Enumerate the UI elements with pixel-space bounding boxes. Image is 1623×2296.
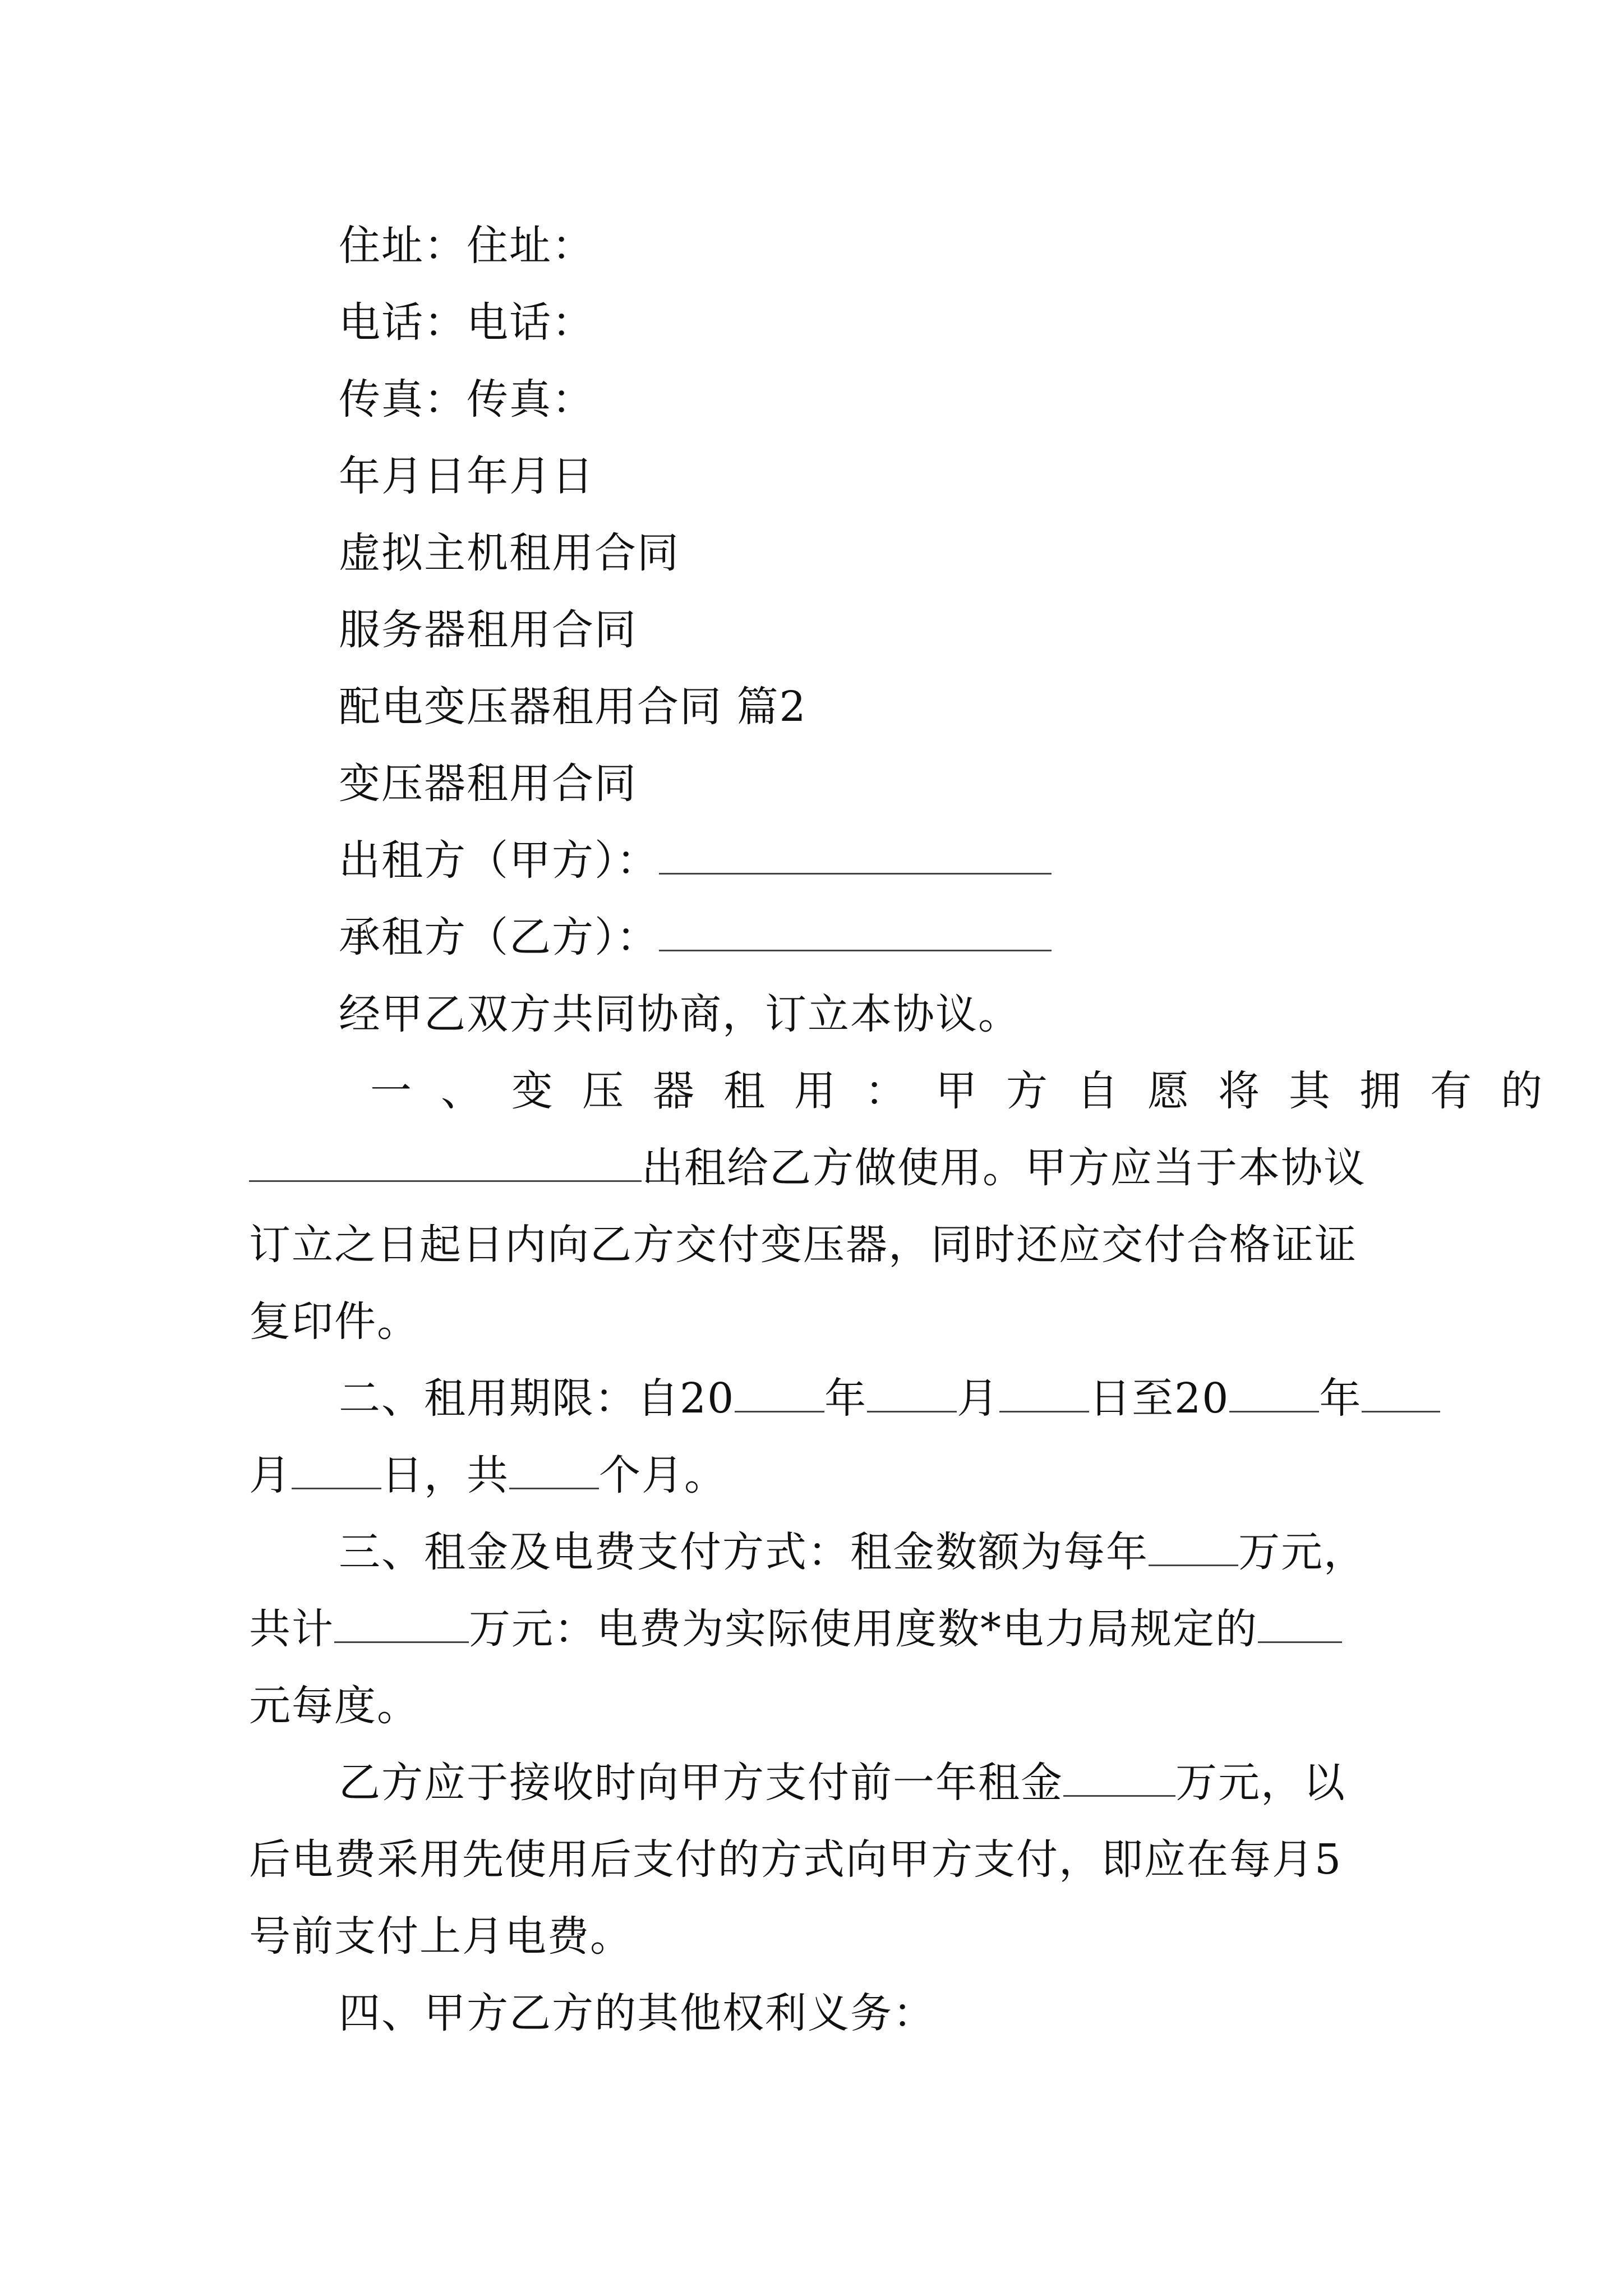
text: 四、甲方乙方的其他权利义务： xyxy=(339,1989,935,2037)
clause-4-heading xyxy=(339,1985,935,2041)
blank-field xyxy=(659,910,1052,951)
clause-3-line-3 xyxy=(249,1678,419,1734)
fax-line xyxy=(339,371,594,427)
text: 电话：电话： xyxy=(339,298,594,347)
blank-field xyxy=(999,1372,1089,1412)
lessor-line xyxy=(339,832,1052,889)
payment-line-1 xyxy=(339,1755,1346,1811)
lessee-line xyxy=(339,909,1052,965)
phone-line xyxy=(339,295,594,351)
blank-field xyxy=(1229,1372,1319,1412)
text: 万元，以 xyxy=(1175,1759,1346,1807)
text: 乙方应于接收时向甲方支付前一年租金 xyxy=(339,1759,1063,1807)
address-line xyxy=(339,218,594,274)
text: 日，共 xyxy=(381,1451,509,1499)
text: 配电变压器租用合同 篇2 xyxy=(339,683,807,731)
text: 元每度。 xyxy=(249,1682,419,1730)
blank-field xyxy=(249,1141,642,1182)
text: 日至20 xyxy=(1089,1374,1230,1423)
section-title xyxy=(339,679,807,735)
clause-2-line-1 xyxy=(339,1370,1440,1427)
text: 传真：传真： xyxy=(339,375,594,424)
clause-1-line-2 xyxy=(249,1140,1366,1196)
date-line xyxy=(339,448,594,504)
blank-field xyxy=(509,1448,599,1489)
contract-title xyxy=(339,756,637,812)
clause-1-line-4 xyxy=(249,1294,419,1350)
text: 号前支付上月电费。 xyxy=(249,1912,633,1961)
text: 万元， xyxy=(1238,1528,1366,1576)
agreement-intro xyxy=(339,986,1021,1042)
text: 年月日年月日 xyxy=(339,452,594,500)
blank-field xyxy=(334,1602,469,1643)
text: 虚拟主机租用合同 xyxy=(339,529,680,577)
text: 服务器租用合同 xyxy=(339,606,637,654)
text: 一、变压器租用：甲方自愿将其拥有的 xyxy=(370,1067,1571,1115)
blank-field xyxy=(292,1448,381,1489)
blank-field xyxy=(1258,1602,1342,1643)
clause-2-line-2 xyxy=(249,1447,727,1503)
blank-field xyxy=(867,1372,957,1412)
text: 经甲乙双方共同协商，订立本协议。 xyxy=(339,990,1021,1038)
payment-line-2 xyxy=(249,1832,1342,1888)
blank-field xyxy=(1063,1756,1175,1797)
text: 出租方（甲方）： xyxy=(339,836,659,885)
text: 年 xyxy=(1319,1374,1362,1423)
blank-field xyxy=(735,1372,824,1412)
clause-1-heading xyxy=(370,1063,1571,1119)
text: 月 xyxy=(957,1374,1000,1423)
text: 二、租用期限：自20 xyxy=(339,1374,735,1423)
blank-field xyxy=(1362,1372,1440,1412)
payment-line-3 xyxy=(249,1908,633,1964)
text: 个月。 xyxy=(599,1451,727,1499)
text: 承租方（乙方）： xyxy=(339,913,659,961)
text: 订立之日起日内向乙方交付变压器，同时还应交付合格证证 xyxy=(249,1221,1357,1269)
text: 复印件。 xyxy=(249,1297,419,1346)
text: 出租给乙方做使用。甲方应当于本协议 xyxy=(642,1144,1366,1192)
text: 后电费采用先使用后支付的方式向甲方支付，即应在每月5 xyxy=(249,1835,1343,1884)
text: 年 xyxy=(824,1374,868,1423)
related-title-2 xyxy=(339,602,637,658)
related-title-1 xyxy=(339,525,680,581)
text: 共计 xyxy=(249,1605,334,1653)
clause-1-line-3 xyxy=(249,1217,1357,1273)
clause-3-line-2 xyxy=(249,1601,1342,1657)
text: 变压器租用合同 xyxy=(339,760,637,808)
clause-3-line-1 xyxy=(339,1524,1366,1580)
text: 住址：住址： xyxy=(339,222,594,270)
blank-field xyxy=(1149,1525,1238,1566)
text: 万元：电费为实际使用度数*电力局规定的 xyxy=(469,1605,1258,1653)
blank-field xyxy=(659,834,1052,875)
text: 三、租金及电费支付方式：租金数额为每年 xyxy=(339,1528,1149,1576)
text: 月 xyxy=(249,1451,292,1499)
